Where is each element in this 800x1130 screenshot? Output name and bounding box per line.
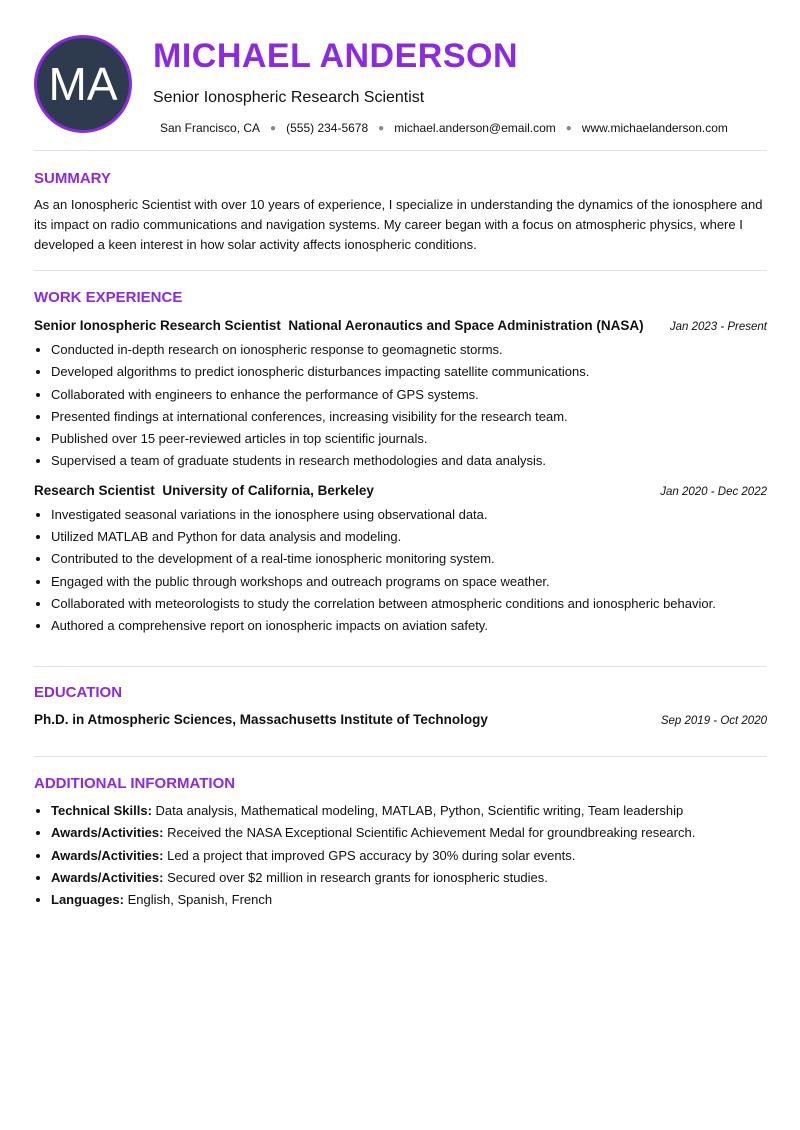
list-item: • Supervised a team of graduate students in research methodologies and data analysis. [51,450,767,472]
list-item [51,889,767,911]
section-heading: EDUCATION [34,684,123,701]
separator-dot: ● [270,122,277,134]
candidate-title: Senior Ionospheric Research Scientist [153,89,425,106]
job-title-org [34,483,374,498]
list-item: • Authored a comprehensive report on ionospheric impacts on aviation safety. [51,615,767,637]
job-bullets [34,504,767,638]
separator-dot: ● [378,122,385,134]
list-item: • Collaborated with meteorologists to study the correlation between atmospheric conditions and ionospheric behavior. [51,593,767,615]
job-title-org [34,318,644,333]
item-label: Technical Skills: [51,803,152,818]
experience-section [34,289,767,638]
job-org: University of California, Berkeley [162,482,374,498]
list-item: • Collaborated with engineers to enhance the performance of GPS systems. [51,384,767,406]
list-item: • Utilized MATLAB and Python for data analysis and modeling. [51,526,767,548]
job-header [34,483,767,498]
list-item: • Conducted in-depth research on ionospheric response to geomagnetic storms. [51,339,767,361]
contact-website[interactable]: www.michaelanderson.com [581,121,728,135]
item-text: Data analysis, Mathematical modeling, MATLAB, Python, Scientific writing, Team leadership [155,803,684,818]
list-item [51,800,767,822]
item-text: Led a project that improved GPS accuracy by 30% during solar events. [167,847,576,863]
item-text: Secured over $2 million in research grants for ionospheric studies. [167,869,548,885]
section-heading: WORK EXPERIENCE [34,289,183,306]
list-item [51,822,767,844]
item-label: Languages: [51,892,124,908]
contact-location: San Francisco, CA [160,121,261,135]
separator-dot: ● [565,122,572,134]
list-item: • Engaged with the public through workshops and outreach programs on space weather. [51,571,767,593]
contact-email[interactable]: michael.anderson@email.com [394,121,556,135]
item-label: Awards/Activities: [51,847,164,863]
divider [34,756,767,757]
item-label: Awards/Activities: [51,825,164,841]
job-org: National Aeronautics and Space Administration (NASA) [288,318,644,333]
job-dates: Jan 2020 - Dec 2022 [660,485,767,498]
summary-section [34,170,767,255]
item-text: Received the NASA Exceptional Scientific Achievement Medal for groundbreaking research. [167,825,696,841]
list-item [51,845,767,867]
list-item: • Contributed to the development of a real-time ionospheric monitoring system. [51,548,767,570]
avatar-initials: MA [48,58,118,110]
job-dates: Jan 2023 - Present [669,321,767,333]
list-item: • Published over 15 peer-reviewed articles in top scientific journals. [51,428,767,450]
item-label: Awards/Activities: [51,869,164,885]
section-heading: SUMMARY [34,170,111,187]
job-role: Research Scientist [34,482,155,498]
candidate-name: MICHAEL ANDERSON [153,37,519,75]
divider [34,150,767,151]
summary-text: As an Ionospheric Scientist with over 10 years of experience, I specialize in understanding the dynamics of the ionosphere and its impact on radio communications and navigation systems. My career began with a focus on atmospheric physics, where I developed a keen interest in how solar activity affects ionospheric conditions. [34,197,763,252]
divider [34,270,767,271]
list-item: • Developed algorithms to predict ionospheric disturbances impacting satellite communications. [51,361,767,383]
contact-line [160,121,728,135]
job-bullets [34,339,767,473]
list-item: • Presented findings at international conferences, increasing visibility for the research team. [51,406,767,428]
item-text: English, Spanish, French [127,892,273,908]
section-heading: ADDITIONAL INFORMATION [34,775,236,792]
job-role: Senior Ionospheric Research Scientist [34,318,281,333]
degree: Ph.D. in Atmospheric Sciences, Massachusetts Institute of Technology [34,712,488,727]
list-item: • Investigated seasonal variations in the ionosphere using observational data. [51,504,767,526]
contact-phone: (555) 234-5678 [286,121,369,135]
education-section [34,684,767,727]
education-dates: Sep 2019 - Oct 2020 [660,715,767,727]
job-header [34,318,767,333]
additional-section [34,775,767,911]
avatar [34,35,132,133]
list-item [51,867,767,889]
divider [34,666,767,667]
